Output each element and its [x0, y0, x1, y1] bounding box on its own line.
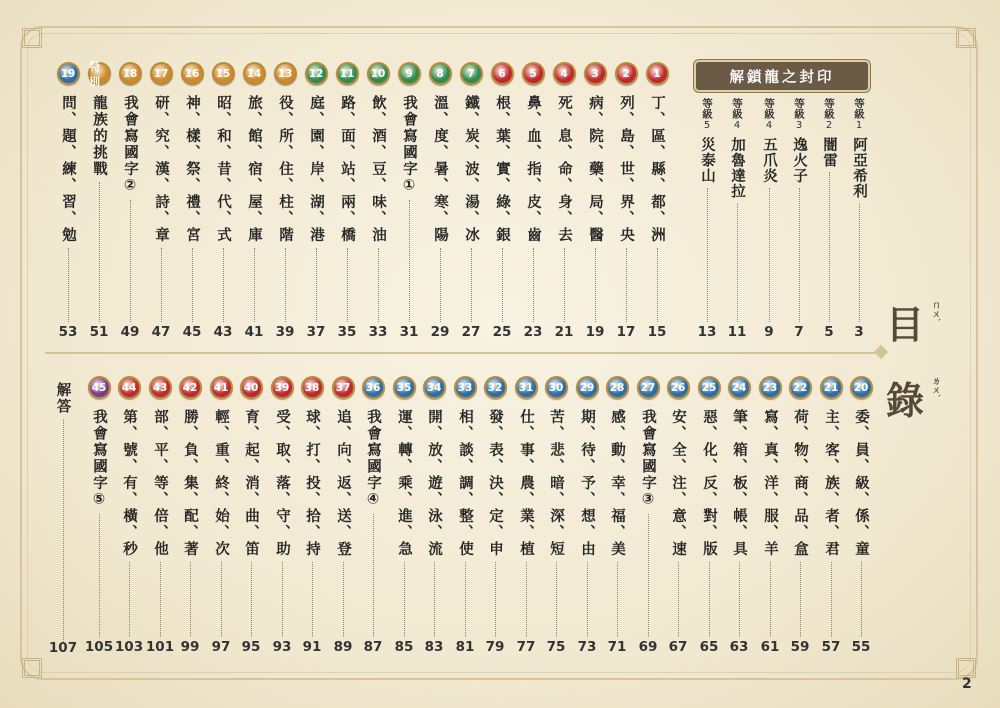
dot-leader — [440, 248, 441, 323]
answers-entry[interactable] — [52, 382, 74, 644]
lesson-entry-13[interactable] — [270, 62, 300, 322]
lesson-number-badge: 45 — [88, 376, 111, 399]
level-label: 等級 — [731, 98, 743, 119]
page-title-char-1: 目 — [886, 303, 925, 347]
lesson-page-number: 81 — [455, 639, 475, 655]
level-label: 等級 — [823, 98, 835, 119]
lesson-number-badge: 39 — [271, 376, 294, 399]
dot-leader — [737, 203, 738, 322]
dot-leader — [502, 248, 503, 323]
dragon-name: 逸火子 — [791, 137, 807, 184]
unlock-level-page-number: 5 — [824, 324, 834, 340]
unlock-level-4[interactable] — [754, 98, 784, 322]
lesson-entry-27[interactable] — [633, 376, 663, 637]
dot-leader — [378, 248, 379, 323]
lesson-characters: 庭、園、岸、湖、港 — [308, 95, 324, 244]
lesson-characters: 研、究、漢、詩、章 — [153, 95, 169, 244]
lesson-page-number: 75 — [546, 639, 566, 655]
page-title-char-2: 錄 — [886, 379, 925, 423]
lesson-page-number: 53 — [58, 324, 78, 340]
lesson-characters: 仕、事、農、業、植 — [518, 409, 534, 558]
lesson-number-badge: 3 — [584, 62, 607, 85]
lesson-characters: 根、葉、實、綠、銀 — [494, 95, 510, 244]
dragon-name: 五爪炎 — [761, 137, 777, 184]
lesson-page-number: 73 — [577, 639, 597, 655]
lesson-characters: 第、號、有、橫、秒 — [121, 409, 137, 558]
unlock-level-5[interactable] — [722, 98, 752, 322]
level-label: 等級 — [793, 98, 805, 119]
lesson-number-badge: 21 — [820, 376, 843, 399]
lesson-number-badge: 2 — [615, 62, 638, 85]
lesson-characters: 丁、區、縣、都、洲 — [649, 95, 665, 244]
lesson-entry-20[interactable] — [846, 376, 876, 637]
lesson-entry-15[interactable] — [208, 62, 238, 322]
lesson-entry-24[interactable] — [724, 376, 754, 637]
lesson-page-number: 89 — [333, 639, 353, 655]
lesson-characters: 我會寫國字④ — [365, 409, 381, 510]
lesson-page-number: 87 — [363, 639, 383, 655]
lesson-entry-5[interactable] — [518, 62, 548, 322]
dot-leader — [648, 514, 649, 638]
lesson-entry-42[interactable] — [175, 376, 205, 637]
dot-leader — [254, 248, 255, 323]
lesson-characters: 育、起、消、曲、笛 — [243, 409, 259, 558]
level-label: 等級 — [853, 98, 865, 119]
dot-leader — [587, 562, 588, 638]
lesson-characters: 部、平、等、倍、他 — [152, 409, 168, 558]
lesson-page-number: 29 — [430, 324, 450, 340]
lesson-number-badge: 13 — [274, 62, 297, 85]
lesson-characters: 輕、重、終、始、次 — [213, 409, 229, 558]
dot-leader — [626, 248, 627, 323]
corner-ornament — [22, 658, 42, 678]
lesson-page-number: 51 — [89, 324, 109, 340]
dot-leader — [63, 419, 64, 644]
lesson-page-number: 91 — [302, 639, 322, 655]
lesson-characters: 昭、和、昔、代、式 — [215, 95, 231, 244]
level-label: 等級 — [701, 98, 713, 119]
level-number: 1 — [855, 120, 863, 131]
dot-leader — [769, 188, 770, 323]
lesson-page-number: 71 — [607, 639, 627, 655]
lesson-number-badge: 25 — [698, 376, 721, 399]
lesson-number-badge: 34 — [423, 376, 446, 399]
lesson-characters: 主、客、族、者、君 — [823, 409, 839, 558]
level-number: 3 — [795, 120, 803, 131]
lesson-characters: 鼻、血、指、皮、齒 — [525, 95, 541, 244]
lesson-characters: 我會寫國字⑤ — [91, 409, 107, 510]
lesson-characters: 鐵、炭、波、湯、冰 — [463, 95, 479, 244]
lesson-characters: 寫、真、洋、服、羊 — [762, 409, 778, 558]
lesson-characters: 龍族的挑戰 — [91, 95, 107, 178]
dot-leader — [99, 182, 100, 323]
lesson-page-number: 79 — [485, 639, 505, 655]
dot-leader — [223, 248, 224, 323]
lesson-characters: 受、取、落、守、助 — [274, 409, 290, 558]
lesson-entry-17[interactable] — [146, 62, 176, 322]
dot-leader — [316, 248, 317, 323]
dot-leader — [709, 562, 710, 638]
lesson-entry-4[interactable] — [549, 62, 579, 322]
dot-leader — [221, 562, 222, 638]
lesson-entry-3[interactable] — [580, 62, 610, 322]
lesson-number-badge: 27 — [637, 376, 660, 399]
lesson-entry-34[interactable] — [419, 376, 449, 637]
lesson-characters: 溫、度、暑、寒、陽 — [432, 95, 448, 244]
lesson-number-badge: 9 — [398, 62, 421, 85]
lesson-number-badge: 5 — [522, 62, 545, 85]
lesson-characters: 路、面、站、兩、橋 — [339, 95, 355, 244]
unlock-level-page-number: 3 — [854, 324, 864, 340]
lesson-page-number: 49 — [120, 324, 140, 340]
lesson-number-badge: 38 — [301, 376, 324, 399]
lesson-number-badge: 37 — [332, 376, 355, 399]
lesson-characters: 神、樣、祭、禮、宮 — [184, 95, 200, 244]
lesson-page-number: 55 — [851, 639, 871, 655]
dot-leader — [533, 248, 534, 323]
lesson-entry-18[interactable] — [115, 62, 145, 322]
lesson-characters: 委、員、級、係、童 — [853, 409, 869, 558]
lesson-number-badge: 17 — [150, 62, 173, 85]
dragon-name: 闇雷 — [821, 137, 837, 168]
lesson-entry-33[interactable] — [450, 376, 480, 637]
lesson-page-number: 95 — [241, 639, 261, 655]
unlock-level-page-number: 13 — [697, 324, 717, 340]
dot-leader — [595, 248, 596, 323]
lesson-entry-41[interactable] — [206, 376, 236, 637]
lesson-page-number: 25 — [492, 324, 512, 340]
dot-leader — [160, 562, 161, 638]
lesson-page-number: 21 — [554, 324, 574, 340]
dot-leader — [343, 562, 344, 638]
dot-leader — [312, 562, 313, 638]
unlock-level-2[interactable] — [814, 98, 844, 322]
level-number: 4 — [733, 120, 741, 131]
lesson-page-number: 37 — [306, 324, 326, 340]
lesson-characters: 球、打、投、拾、持 — [304, 409, 320, 558]
unlock-level-page-number: 9 — [764, 324, 774, 340]
lesson-number-badge: 6 — [491, 62, 514, 85]
lesson-entry-28[interactable] — [602, 376, 632, 637]
lesson-characters: 旅、館、宿、屋、庫 — [246, 95, 262, 244]
lesson-page-number: 23 — [523, 324, 543, 340]
dot-leader — [799, 188, 800, 323]
lesson-number-badge: 26 — [667, 376, 690, 399]
lesson-page-number: 83 — [424, 639, 444, 655]
lesson-characters: 苦、悲、暗、深、短 — [548, 409, 564, 558]
dot-leader — [373, 514, 374, 638]
corner-ornament — [22, 28, 42, 48]
dot-leader — [190, 562, 191, 638]
lesson-number-badge: 8 — [429, 62, 452, 85]
lesson-characters: 追、向、返、送、登 — [335, 409, 351, 558]
lesson-number-badge: 18 — [119, 62, 142, 85]
dot-leader — [831, 562, 832, 638]
dot-leader — [829, 172, 830, 322]
lesson-characters: 荷、物、商、品、盒 — [792, 409, 808, 558]
dot-leader — [526, 562, 527, 638]
dot-leader — [347, 248, 348, 323]
lesson-entry-7[interactable] — [456, 62, 486, 322]
lesson-page-number: 99 — [180, 639, 200, 655]
lesson-characters: 相、談、調、整、使 — [457, 409, 473, 558]
lesson-page-number: 35 — [337, 324, 357, 340]
lesson-number-badge: 28 — [606, 376, 629, 399]
lesson-page-number: 103 — [114, 639, 144, 655]
lesson-page-number: 85 — [394, 639, 414, 655]
lesson-number-badge: 15 — [212, 62, 235, 85]
lesson-entry-40[interactable] — [236, 376, 266, 637]
unlock-level-6[interactable] — [692, 98, 722, 322]
lesson-characters: 我會寫國字② — [122, 95, 138, 196]
dot-leader — [859, 203, 860, 322]
lesson-page-number: 105 — [84, 639, 114, 655]
lesson-number-badge: 33 — [454, 376, 477, 399]
lesson-number-badge: 1 — [646, 62, 669, 85]
dot-leader — [68, 248, 69, 323]
lesson-number-badge: 43 — [149, 376, 172, 399]
lesson-page-number: 41 — [244, 324, 264, 340]
lesson-characters: 運、轉、乘、進、急 — [396, 409, 412, 558]
lesson-number-badge: 32 — [484, 376, 507, 399]
lesson-entry-37[interactable] — [328, 376, 358, 637]
lesson-entry-19[interactable] — [53, 62, 83, 322]
dot-leader — [800, 562, 801, 638]
lesson-characters: 病、院、藥、局、醫 — [587, 95, 603, 244]
lesson-number-badge: 41 — [210, 376, 233, 399]
lesson-entry-6[interactable] — [487, 62, 517, 322]
lesson-number-badge: 22 — [789, 376, 812, 399]
dragon-name: 災泰山 — [699, 137, 715, 184]
lesson-number-badge: 40 — [240, 376, 263, 399]
lesson-page-number: 77 — [516, 639, 536, 655]
lesson-number-badge: 31 — [515, 376, 538, 399]
lesson-entry-2[interactable] — [611, 62, 641, 322]
lesson-number-badge: 19 — [57, 62, 80, 85]
lesson-entry-9[interactable] — [394, 62, 424, 322]
lesson-number-badge: 42 — [179, 376, 202, 399]
lesson-characters: 役、所、住、柱、階 — [277, 95, 293, 244]
lesson-page-number: 97 — [211, 639, 231, 655]
dragon-name: 加魯達拉 — [729, 137, 745, 199]
lesson-page-number: 63 — [729, 639, 749, 655]
section-divider — [45, 352, 875, 354]
answers-label: 解答 — [54, 382, 71, 415]
page-number: 2 — [962, 676, 972, 692]
lesson-number-badge: 特別 — [88, 62, 111, 85]
lesson-page-number: 31 — [399, 324, 419, 340]
unlock-level-1[interactable] — [844, 98, 874, 322]
level-label: 等級 — [763, 98, 775, 119]
dot-leader — [770, 562, 771, 638]
lesson-number-badge: 36 — [362, 376, 385, 399]
lesson-entry-16[interactable] — [177, 62, 207, 322]
lesson-entry-1[interactable] — [642, 62, 672, 322]
lesson-entry-11[interactable] — [332, 62, 362, 322]
lesson-page-number: 57 — [821, 639, 841, 655]
lesson-entry-36[interactable] — [358, 376, 388, 637]
lesson-number-badge: 29 — [576, 376, 599, 399]
dot-leader — [739, 562, 740, 638]
dot-leader — [657, 248, 658, 323]
lesson-characters: 列、島、世、界、央 — [618, 95, 634, 244]
dot-leader — [192, 248, 193, 323]
lesson-characters: 感、動、幸、福、美 — [609, 409, 625, 558]
level-number: 2 — [825, 120, 833, 131]
lesson-number-badge: 35 — [393, 376, 416, 399]
lesson-page-number: 59 — [790, 639, 810, 655]
unlock-level-page-number: 7 — [794, 324, 804, 340]
dot-leader — [556, 562, 557, 638]
lesson-entry-12[interactable] — [301, 62, 331, 322]
lesson-entry-22[interactable] — [785, 376, 815, 637]
dot-leader — [495, 562, 496, 638]
lesson-entry-10[interactable] — [363, 62, 393, 322]
lesson-page-number: 93 — [272, 639, 292, 655]
lesson-number-badge: 30 — [545, 376, 568, 399]
lesson-entry-35[interactable] — [389, 376, 419, 637]
lesson-number-badge: 4 — [553, 62, 576, 85]
lesson-page-number: 27 — [461, 324, 481, 340]
lesson-entry-43[interactable] — [145, 376, 175, 637]
dot-leader — [678, 562, 679, 638]
lesson-characters: 安、全、注、意、速 — [670, 409, 686, 558]
lesson-entry-21[interactable] — [816, 376, 846, 637]
lesson-characters: 筆、箱、板、帳、具 — [731, 409, 747, 558]
lesson-entry-31[interactable] — [511, 376, 541, 637]
dot-leader — [465, 562, 466, 638]
lesson-page-number: 15 — [647, 324, 667, 340]
lesson-page-number: 19 — [585, 324, 605, 340]
page-title-zhuyin-2: ㄌㄨˋ — [930, 376, 940, 399]
dot-leader — [282, 562, 283, 638]
lesson-entry-23[interactable] — [755, 376, 785, 637]
dot-leader — [861, 562, 862, 638]
dot-leader — [434, 562, 435, 638]
dot-leader — [129, 562, 130, 638]
lesson-number-badge: 12 — [305, 62, 328, 85]
dot-leader — [471, 248, 472, 323]
lesson-characters: 發、表、決、定、申 — [487, 409, 503, 558]
lesson-entry-26[interactable] — [663, 376, 693, 637]
lesson-page-number: 61 — [760, 639, 780, 655]
dot-leader — [409, 200, 410, 323]
lesson-characters: 勝、負、集、配、著 — [182, 409, 198, 558]
lesson-page-number: 69 — [638, 639, 658, 655]
lesson-page-number: 47 — [151, 324, 171, 340]
lesson-entry-44[interactable] — [114, 376, 144, 637]
lesson-number-badge: 11 — [336, 62, 359, 85]
lesson-characters: 我會寫國字① — [401, 95, 417, 196]
corner-ornament — [956, 28, 976, 48]
lesson-entry-25[interactable] — [694, 376, 724, 637]
dot-leader — [564, 248, 565, 323]
lesson-page-number: 101 — [145, 639, 175, 655]
level-number: 4 — [765, 120, 773, 131]
level-number: 5 — [703, 120, 711, 131]
lesson-entry-29[interactable] — [572, 376, 602, 637]
dot-leader — [99, 514, 100, 638]
lesson-page-number: 45 — [182, 324, 202, 340]
dot-leader — [404, 562, 405, 638]
dragon-name: 阿亞希利 — [851, 137, 867, 199]
lesson-entry-8[interactable] — [425, 62, 455, 322]
dot-leader — [130, 200, 131, 323]
unlock-level-3[interactable] — [784, 98, 814, 322]
lesson-entry-特別[interactable] — [84, 62, 114, 322]
lesson-number-badge: 23 — [759, 376, 782, 399]
lesson-characters: 死、息、命、身、去 — [556, 95, 572, 244]
unlock-dragon-seal-header: 解鎖龍之封印 — [694, 60, 870, 92]
page-title-zhuyin-1: ㄇㄨˋ — [930, 300, 940, 323]
lesson-entry-32[interactable] — [480, 376, 510, 637]
dot-leader — [251, 562, 252, 638]
dot-leader — [285, 248, 286, 323]
lesson-page-number: 39 — [275, 324, 295, 340]
lesson-characters: 開、放、遊、泳、流 — [426, 409, 442, 558]
dot-leader — [707, 188, 708, 323]
lesson-entry-45[interactable] — [84, 376, 114, 637]
lesson-page-number: 67 — [668, 639, 688, 655]
dot-leader — [617, 562, 618, 638]
lesson-page-number: 43 — [213, 324, 233, 340]
corner-ornament — [956, 658, 976, 678]
lesson-entry-14[interactable] — [239, 62, 269, 322]
lesson-characters: 飲、酒、豆、味、油 — [370, 95, 386, 244]
lesson-characters: 期、待、予、想、由 — [579, 409, 595, 558]
lesson-number-badge: 14 — [243, 62, 266, 85]
lesson-page-number: 17 — [616, 324, 636, 340]
lesson-number-badge: 20 — [850, 376, 873, 399]
lesson-page-number: 33 — [368, 324, 388, 340]
lesson-entry-39[interactable] — [267, 376, 297, 637]
lesson-entry-30[interactable] — [541, 376, 571, 637]
lesson-entry-38[interactable] — [297, 376, 327, 637]
lesson-number-badge: 44 — [118, 376, 141, 399]
lesson-characters: 問、題、練、習、勉 — [60, 95, 76, 244]
unlock-level-page-number: 11 — [727, 324, 747, 340]
answers-page-number: 107 — [48, 640, 78, 656]
lesson-number-badge: 10 — [367, 62, 390, 85]
lesson-number-badge: 16 — [181, 62, 204, 85]
lesson-characters: 我會寫國字③ — [640, 409, 656, 510]
lesson-page-number: 65 — [699, 639, 719, 655]
lesson-number-badge: 24 — [728, 376, 751, 399]
lesson-number-badge: 7 — [460, 62, 483, 85]
dot-leader — [161, 248, 162, 323]
lesson-characters: 惡、化、反、對、版 — [701, 409, 717, 558]
